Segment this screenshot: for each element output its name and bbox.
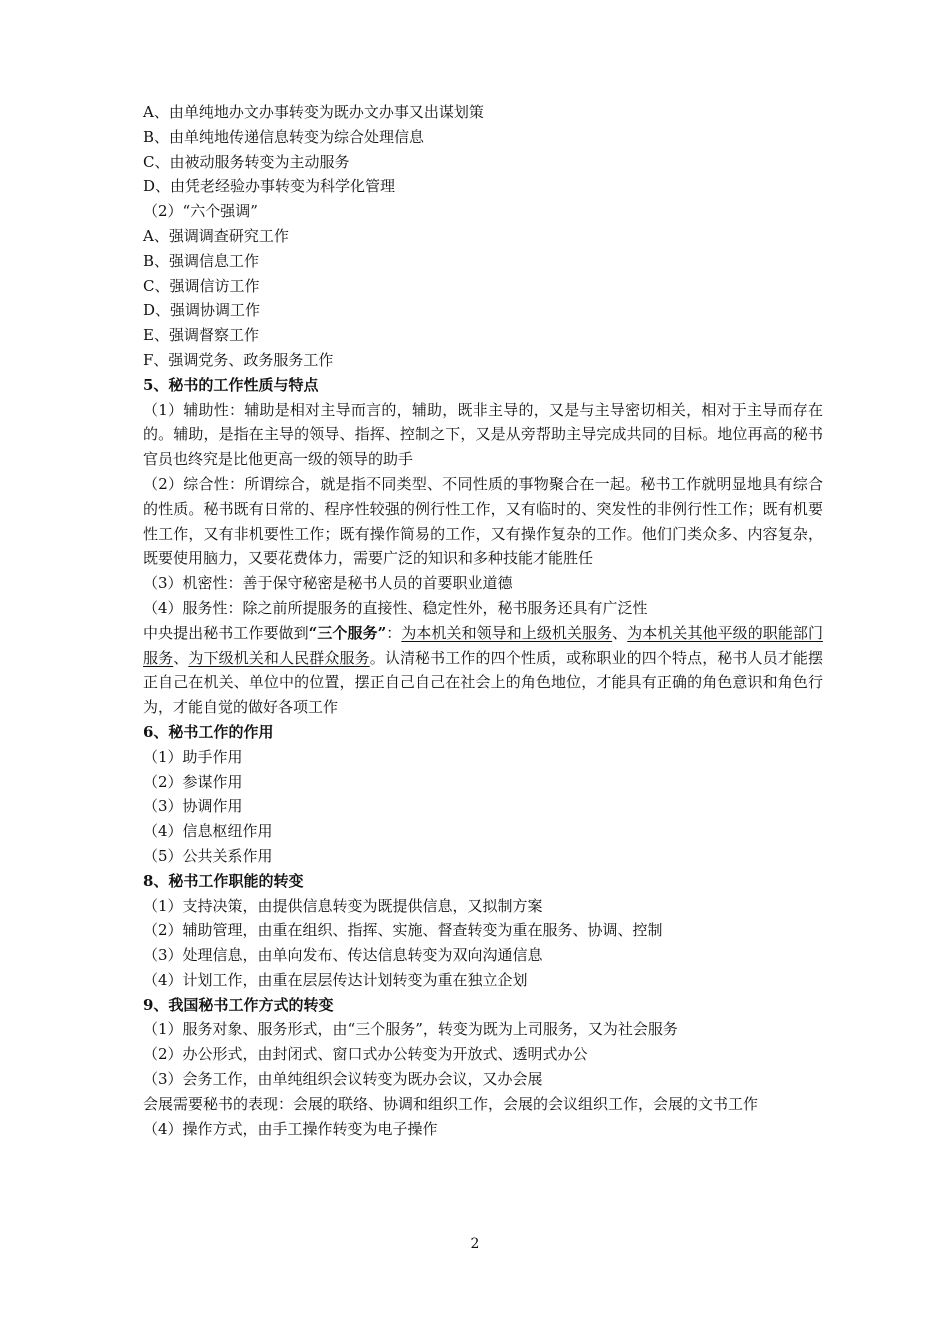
paragraph-comprehensive: （2）综合性：所谓综合，就是指不同类型、不同性质的事物聚合在一起。秘书工作就明显地具有综合的性质。秘书既有日常的、程序性较强的例行性工作，又有临时的、突发性的非例行性工作；既有机要性工作，又有非机要性工作；既有操作简易的工作，又有操作复杂的工作。他们门类众多、内容复杂，既要使用脑力，又要花费体力，需要广泛的知识和多种技能才能胜任 <box>143 474 823 568</box>
list-item: （2）参谋作用 <box>143 772 243 791</box>
text-line: B、由单纯地传递信息转变为综合处理信息 <box>143 127 425 146</box>
text-line: D、由凭老经验办事转变为科学化管理 <box>143 177 396 196</box>
list-item: （3）会务工作，由单纯组织会议转变为既办会议，又办会展 <box>143 1070 543 1089</box>
underlined-term: 为本机关其他平级的职能部门服务 <box>143 623 823 667</box>
underlined-term: 为本机关和领导和上级机关服务 <box>401 623 613 642</box>
list-item: （2）辅助管理，由重在组织、指挥、实施、督查转变为重在服务、协调、控制 <box>143 921 663 940</box>
page-content <box>143 100 823 1141</box>
list-item: （3）协调作用 <box>143 797 243 816</box>
paragraph-auxiliary: （1）辅助性：辅助是相对主导而言的，辅助，既非主导的，又是与主导密切相关，相对于主导而存在的。辅助，是指在主导的领导、指挥、控制之下，又是从旁帮助主导完成共同的目标。地位再高的秘书官员也终究是比他更高一级的领导的助手 <box>143 400 823 469</box>
section-heading-9: 9、我国秘书工作方式的转变 <box>143 995 334 1014</box>
text-line: C、由被动服务转变为主动服务 <box>143 152 350 171</box>
text-run: ： <box>386 623 402 642</box>
underlined-term: 为下级机关和人民群众服务 <box>188 648 370 667</box>
list-item: （1）服务对象、服务形式，由“三个服务”，转变为既为上司服务，又为社会服务 <box>143 1020 678 1039</box>
paragraph-exhibition-note: 会展需要秘书的表现：会展的联络、协调和组织工作，会展的会议组织工作，会展的文书工作 <box>143 1094 759 1113</box>
text-line: A、强调调查研究工作 <box>143 226 289 245</box>
list-item: （1）助手作用 <box>143 747 243 766</box>
text-run: 、 <box>173 648 189 667</box>
bold-term: “三个服务” <box>308 623 387 642</box>
paragraph-three-services <box>143 621 823 720</box>
list-item: （3）处理信息，由单向发布、传达信息转变为双向沟通信息 <box>143 946 543 965</box>
paragraph-service: （4）服务性：除之前所提服务的直接性、稳定性外，秘书服务还具有广泛性 <box>143 598 648 617</box>
text-run: 中央提出秘书工作要做到 <box>143 623 309 642</box>
list-item: （4）计划工作，由重在层层传达计划转变为重在独立企划 <box>143 970 528 989</box>
text-line: （2）“六个强调” <box>143 202 258 221</box>
list-item: （4）操作方式，由手工操作转变为电子操作 <box>143 1119 438 1138</box>
paragraph-confidential: （3）机密性：善于保守秘密是秘书人员的首要职业道德 <box>143 574 513 593</box>
text-line: A、由单纯地办文办事转变为既办文办事又出谋划策 <box>143 103 484 121</box>
text-line: C、强调信访工作 <box>143 276 260 295</box>
text-line: F、强调党务、政务服务工作 <box>143 350 334 369</box>
list-item: （1）支持决策，由提供信息转变为既提供信息，又拟制方案 <box>143 896 543 915</box>
section-heading-8: 8、秘书工作职能的转变 <box>143 871 304 890</box>
section-heading-6: 6、秘书工作的作用 <box>143 722 274 741</box>
text-line: D、强调协调工作 <box>143 301 261 320</box>
section-heading-5: 5、秘书的工作性质与特点 <box>143 375 319 394</box>
list-item: （4）信息枢纽作用 <box>143 822 273 841</box>
text-run: 、 <box>612 623 628 642</box>
text-run: 。认清秘书工作的四个性质，或称职业的四个特点，秘书人员才能摆正自己在机关、单位中的位置，摆正自己自己在社会上的角色地位，才能具有正确的角色意识和角色行为，才能自觉的做好各项工作 <box>143 648 823 717</box>
page-number: 2 <box>470 1236 480 1252</box>
list-item: （2）办公形式，由封闭式、窗口式办公转变为开放式、透明式办公 <box>143 1045 588 1064</box>
text-line: E、强调督察工作 <box>143 326 259 345</box>
list-item: （5）公共关系作用 <box>143 846 273 865</box>
text-line: B、强调信息工作 <box>143 251 260 270</box>
